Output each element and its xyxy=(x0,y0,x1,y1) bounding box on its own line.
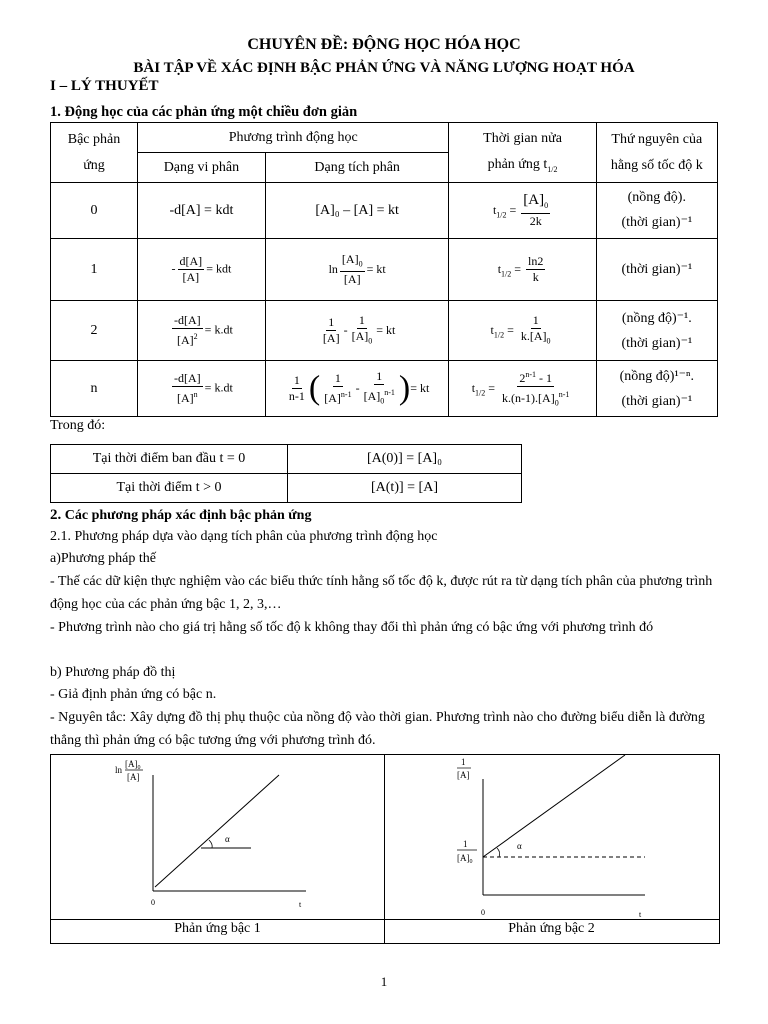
integral-cell: ln $\frac{[A]_0}{[A]}$ = kt xyxy=(265,239,449,301)
differential-cell: - $\frac{d[A]}{[A]}$ = kdt xyxy=(138,239,266,301)
order-cell: n xyxy=(51,361,138,417)
differential-cell: -d[A] = kdt xyxy=(138,183,266,239)
header-order: Bậc phản ứng xyxy=(51,123,138,183)
method-b-paragraph1: - Giả định phản ứng có bậc n. xyxy=(50,687,217,702)
alpha-label: α xyxy=(517,841,522,851)
document-title: CHUYÊN ĐỀ: ĐỘNG HỌC HÓA HỌC xyxy=(247,36,521,53)
half-life-cell: $t_{1/2}$ = $\frac{2^{n-1} - 1}{k.(n-1).[A]_0^{n-1}}$ xyxy=(449,361,596,417)
integral-cell: $\frac{1}{[A]}$ - $\frac{1}{[A]_0}$ = kt xyxy=(265,301,449,361)
header-integral: Dạng tích phân xyxy=(265,153,449,183)
origin-label: 0 xyxy=(481,908,485,917)
condition-cell: Tại thời điểm t > 0 xyxy=(51,474,288,503)
integral-cell: $\frac{1}{n-1}$ ( $\frac{1}{[A]^{n-1}}$ - $\frac{1}{[A]_0^{n-1}}$ )= kt xyxy=(265,361,449,417)
table-row xyxy=(51,445,522,474)
graphs-table xyxy=(50,754,720,944)
svg-text:1: 1 xyxy=(463,839,468,849)
angle-arc xyxy=(209,840,212,848)
integral-cell: [A]₀ – [A] = kt xyxy=(265,183,449,239)
method-b-title: b) Phương pháp đồ thị xyxy=(50,665,176,680)
method-b-paragraph2: - Nguyên tắc: Xây dựng đồ thị phụ thuộc của nồng độ vào thời gian. Phương trình nào cho đường biểu diễn là đường thẳng thì phản ứng có bậc tương ứng với phương trình đó. xyxy=(50,710,705,748)
condition-cell: Tại thời điểm ban đầu t = 0 xyxy=(51,445,288,474)
method-2-1: 2.1. Phương pháp dựa vào dạng tích phân của phương trình động học xyxy=(50,529,438,544)
section-heading-theory: I – LÝ THUYẾT xyxy=(50,78,159,94)
svg-text:1: 1 xyxy=(461,757,466,767)
svg-text:[A]: [A] xyxy=(457,770,470,780)
header-unit: Thứ nguyên của hằng số tốc độ k xyxy=(596,123,717,183)
order-cell: 1 xyxy=(51,239,138,301)
section-heading-kinetics: 1. Động học của các phản ứng một chiều đơn giản xyxy=(50,104,358,120)
initial-conditions-table xyxy=(50,444,522,503)
t-axis-label: t xyxy=(639,910,642,919)
header-differential: Dạng vi phân xyxy=(138,153,266,183)
unit-cell: (thời gian)⁻¹ xyxy=(596,239,717,301)
origin-label: 0 xyxy=(151,898,155,907)
methods-heading: 2. Các phương pháp xác định bậc phản ứng xyxy=(50,507,312,523)
y-intercept-label xyxy=(457,839,477,865)
kinetics-table xyxy=(50,122,718,417)
unit-cell: (nồng độ)¹⁻ⁿ. (thời gian)⁻¹ xyxy=(596,361,717,417)
half-life-cell: $t_{1/2}$ = $\frac{\ln 2}{k}$ xyxy=(449,239,596,301)
y-axis-label xyxy=(115,759,143,782)
header-half-life: Thời gian nửa phản ứng $t_{1/2}$ xyxy=(449,123,596,183)
document-subtitle: BÀI TẬP VỀ XÁC ĐỊNH BẬC PHẢN ỨNG VÀ NĂNG LƯỢNG HOẠT HÓA xyxy=(133,60,635,76)
second-order-graph xyxy=(385,755,719,919)
caption-first-order: Phản ứng bậc 1 xyxy=(174,921,261,936)
first-order-graph xyxy=(51,755,384,919)
table-row xyxy=(51,474,522,503)
alpha-label: α xyxy=(225,834,230,844)
method-a-paragraph2: - Phương trình nào cho giá trị hằng số tốc độ k không thay đổi thì phản ứng có bậc ứng với phương trình đó xyxy=(50,620,654,635)
differential-cell: $\frac{-d[A]}{[A]^n}$ = k.dt xyxy=(138,361,266,417)
half-life-cell: $t_{1/2}$ = $\frac{[A]_0}{2k}$ xyxy=(449,183,596,239)
svg-text:[A]: [A] xyxy=(127,772,140,782)
svg-text:[A]0: $[A]_0$ xyxy=(125,759,141,771)
caption-second-order: Phản ứng bậc 2 xyxy=(508,921,595,936)
angle-arc xyxy=(497,848,500,857)
svg-text:ln: ln xyxy=(115,765,123,775)
value-cell: [A(t)] = [A] xyxy=(288,474,522,503)
note-label: Trong đó: xyxy=(50,418,106,433)
plot-line xyxy=(483,755,625,857)
half-life-cell: $t_{1/2}$ = $\frac{1}{k.[A]_0}$ xyxy=(449,301,596,361)
table-row xyxy=(51,239,718,301)
method-a-paragraph1: - Thế các dữ kiện thực nghiệm vào các biểu thức tính hằng số tốc độ k, được rút ra từ dạng tích phân của phương trình động học của các phản ứng bậc 1, 2, 3,… xyxy=(50,574,713,612)
method-a-title: a)Phương pháp thế xyxy=(50,551,156,566)
table-row xyxy=(51,361,718,417)
t-axis-label: t xyxy=(299,900,302,909)
differential-cell: $\frac{-d[A]}{[A]^2}$ = k.dt xyxy=(138,301,266,361)
graphs-caption-line xyxy=(51,919,719,920)
unit-cell: (nồng độ)⁻¹. (thời gian)⁻¹ xyxy=(596,301,717,361)
svg-text:[A]0: $[A]_0$ xyxy=(457,853,473,865)
y-axis-label xyxy=(457,757,471,780)
order-cell: 0 xyxy=(51,183,138,239)
value-cell: [A(0)] = [A]₀ xyxy=(288,445,522,474)
plot-line xyxy=(155,775,279,887)
table-row xyxy=(51,183,718,239)
header-equation: Phương trình động học xyxy=(138,123,449,153)
page-number: 1 xyxy=(380,974,388,989)
order-cell: 2 xyxy=(51,301,138,361)
table-row xyxy=(51,301,718,361)
unit-cell: (nồng độ). (thời gian)⁻¹ xyxy=(596,183,717,239)
